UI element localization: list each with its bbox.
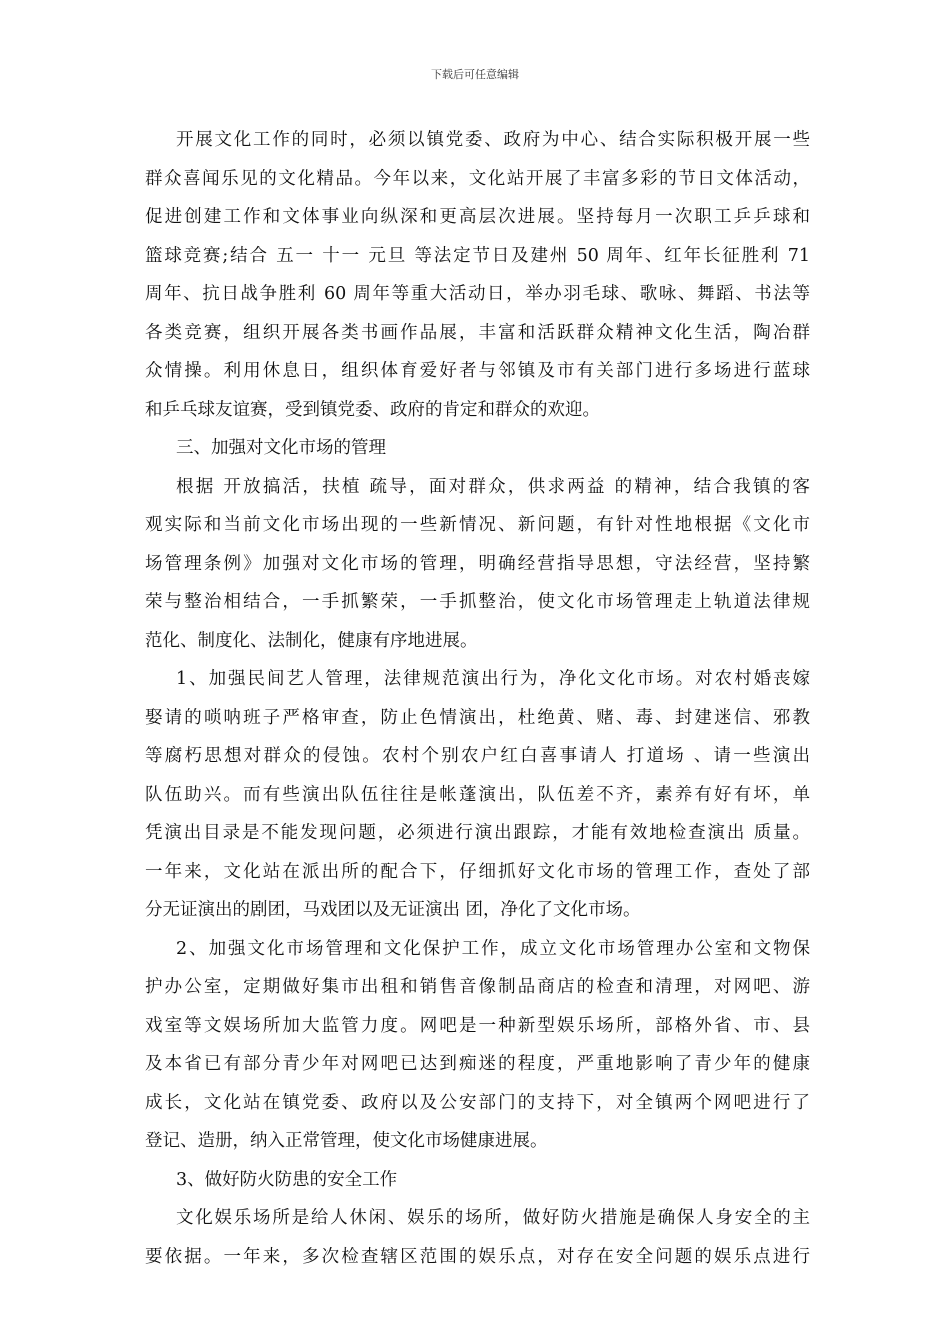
text-line: 根据 开放搞活，扶植 疏导，面对群众，供求两益 的精神，结合我镇的客 <box>176 476 810 497</box>
text-line: 观实际和当前文化市场出现的一些新情况、新问题，有针对性地根据《文化市 <box>145 515 810 535</box>
text-line: 范化、制度化、法制化，健康有序地进展。 <box>145 630 478 651</box>
text-line: 文化娱乐场所是给人休闲、娱乐的场所，做好防火措施是确保人身安全的主 <box>176 1208 810 1228</box>
text-line: 荣与整治相结合，一手抓繁荣，一手抓整治，使文化市场管理走上轨道法律规 <box>145 592 810 612</box>
text-line: 等腐朽思想对群众的侵蚀。农村个别农户红白喜事请人 打道场 、请一些演出 <box>145 746 810 766</box>
text-line: 周年、抗日战争胜利 60 周年等重大活动日，举办羽毛球、歌咏、舞蹈、书法等 <box>145 284 810 304</box>
text-line: 2、加强文化市场管理和文化保护工作，成立文化市场管理办公室和文物保 <box>176 938 810 959</box>
text-line: 要依据。一年来，多次检查辖区范围的娱乐点，对存在安全问题的娱乐点进行 <box>145 1246 810 1267</box>
text-line: 成长，文化站在镇党委、政府以及公安部门的支持下，对全镇两个网吧进行了 <box>145 1092 810 1113</box>
text-line: 篮球竞赛;结合 五一 十一 元旦 等法定节日及建州 50 周年、红年长征胜利 71 <box>145 245 810 266</box>
text-line: 登记、造册，纳入正常管理，使文化市场健康进展。 <box>145 1131 548 1151</box>
text-line: 开展文化工作的同时，必须以镇党委、政府为中心、结合实际积极开展一些 <box>176 130 810 150</box>
text-line: 及本省已有部分青少年对网吧已达到痴迷的程度，严重地影响了青少年的健康 <box>145 1054 810 1074</box>
text-line: 三、加强对文化市场的管理 <box>176 438 386 458</box>
text-line: 各类竞赛，组织开展各类书画作品展，丰富和活跃群众精神文化生活，陶冶群 <box>145 322 810 343</box>
text-line: 一年来，文化站在派出所的配合下，仔细抓好文化市场的管理工作，查处了部 <box>145 861 810 882</box>
text-line: 戏室等文娱场所加大监管力度。网吧是一种新型娱乐场所，部格外省、市、县 <box>145 1015 810 1036</box>
text-line: 群众喜闻乐见的文化精品。今年以来，文化站开展了丰富多彩的节日文体活动， <box>145 168 810 189</box>
text-line: 场管理条例》加强对文化市场的管理，明确经营指导思想，守法经营，坚持繁 <box>145 553 810 574</box>
text-line: 3、做好防火防患的安全工作 <box>176 1169 398 1190</box>
text-line: 分无证演出的剧团，马戏团以及无证演出 团，净化了文化市场。 <box>145 900 641 920</box>
text-line: 1、加强民间艺人管理，法律规范演出行为，净化文化市场。对农村婚丧嫁 <box>176 669 810 689</box>
text-line: 众情操。利用休息日，组织体育爱好者与邻镇及市有关部门进行多场进行蓝球 <box>145 361 810 381</box>
document-body <box>145 121 810 1276</box>
text-line: 护办公室，定期做好集市出租和销售音像制品商店的检查和清理，对网吧、游 <box>145 977 810 997</box>
page-header: 下载后可任意编辑 <box>431 68 519 81</box>
text-line: 娶请的唢呐班子严格审查，防止色情演出，杜绝黄、赌、毒、封建迷信、邪教 <box>145 707 810 728</box>
text-line: 和乒乓球友谊赛，受到镇党委、政府的肯定和群众的欢迎。 <box>145 399 600 420</box>
text-line: 凭演出目录是不能发现问题，必须进行演出跟踪，才能有效地检查演出 质量。 <box>145 823 810 843</box>
text-line: 队伍助兴。而有些演出队伍往往是帐蓬演出，队伍差不齐，素养有好有坏，单 <box>145 784 810 805</box>
text-line: 促进创建工作和文体事业向纵深和更高层次进展。坚持每月一次职工乒乒球和 <box>145 207 810 227</box>
